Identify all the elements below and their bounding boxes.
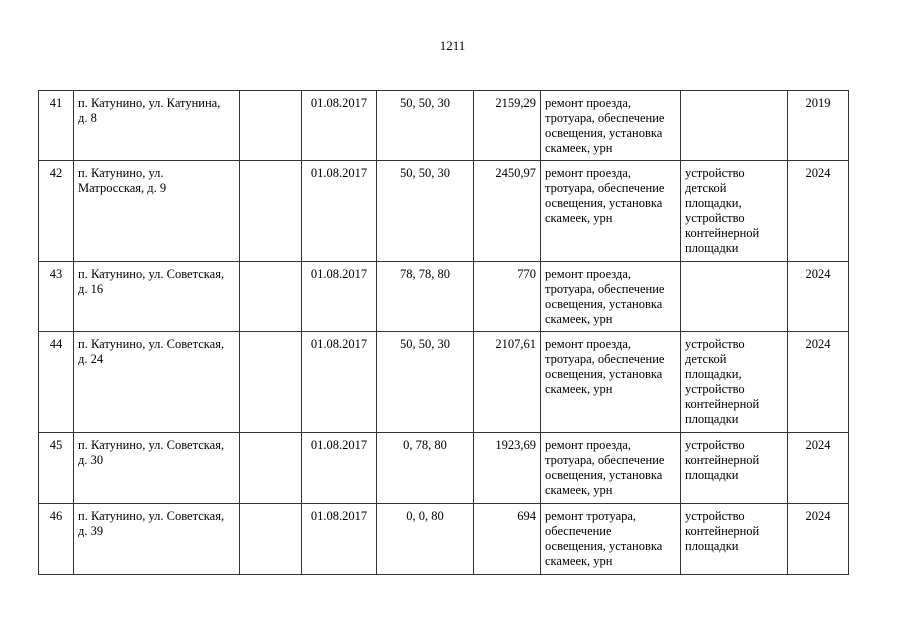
- works-cell: [541, 433, 681, 504]
- shares: 0, 0, 80: [406, 509, 444, 523]
- row-number: 42: [49, 166, 63, 180]
- area-cell: [474, 332, 541, 433]
- row-number: 43: [49, 267, 63, 281]
- area: 694: [517, 509, 536, 523]
- works-cell: [541, 91, 681, 161]
- area-cell: [474, 161, 541, 262]
- shares-cell: [377, 262, 474, 332]
- area: 2159,29: [495, 96, 536, 110]
- table-row: [39, 91, 849, 161]
- address: п. Катунино, ул. Матросская, д. 9: [78, 166, 167, 195]
- row-number-cell: [39, 504, 74, 575]
- address: п. Катунино, ул. Советская, д. 39: [78, 509, 225, 538]
- row-number-cell: [39, 91, 74, 161]
- registry-table: [38, 90, 849, 575]
- year-cell: [788, 161, 849, 262]
- shares: 50, 50, 30: [400, 337, 450, 351]
- extra-works-cell: [681, 262, 788, 332]
- works: ремонт проезда, тротуара, обеспечение освещения, установка скамеек, урн: [545, 166, 665, 225]
- works: ремонт проезда, тротуара, обеспечение освещения, установка скамеек, урн: [545, 96, 665, 155]
- address: п. Катунино, ул. Советская, д. 16: [78, 267, 225, 296]
- area: 2107,61: [495, 337, 536, 351]
- empty-cell: [240, 262, 302, 332]
- table-row: [39, 504, 849, 575]
- year-cell: [788, 332, 849, 433]
- table-row: [39, 332, 849, 433]
- shares: 78, 78, 80: [400, 267, 450, 281]
- year: 2024: [805, 337, 831, 351]
- row-number-cell: [39, 262, 74, 332]
- year: 2024: [805, 509, 831, 523]
- date: 01.08.2017: [310, 166, 368, 180]
- year-cell: [788, 433, 849, 504]
- address: п. Катунино, ул. Советская, д. 24: [78, 337, 225, 366]
- shares-cell: [377, 91, 474, 161]
- year: 2024: [805, 438, 831, 452]
- row-number-cell: [39, 161, 74, 262]
- empty-cell: [240, 332, 302, 433]
- address: п. Катунино, ул. Советская, д. 30: [78, 438, 225, 467]
- year: 2024: [805, 267, 831, 281]
- page-number: 1211: [439, 38, 466, 53]
- shares-cell: [377, 161, 474, 262]
- extra-works-cell: [681, 433, 788, 504]
- extra-works: устройство детской площадки, устройство контейнерной площадки: [685, 166, 760, 255]
- row-number: 45: [49, 438, 63, 452]
- extra-works-cell: [681, 332, 788, 433]
- row-number-cell: [39, 433, 74, 504]
- empty-cell: [240, 504, 302, 575]
- extra-works: устройство контейнерной площадки: [685, 438, 760, 482]
- table-row: [39, 161, 849, 262]
- empty-cell: [240, 91, 302, 161]
- empty-cell: [240, 433, 302, 504]
- address-cell: [74, 262, 240, 332]
- date: 01.08.2017: [310, 337, 368, 351]
- area: 2450,97: [495, 166, 536, 180]
- address-cell: [74, 433, 240, 504]
- date-cell: [302, 504, 377, 575]
- date: 01.08.2017: [310, 267, 368, 281]
- extra-works: устройство детской площадки, устройство контейнерной площадки: [685, 337, 760, 426]
- row-number: 46: [49, 509, 63, 523]
- address-cell: [74, 504, 240, 575]
- row-number: 41: [49, 96, 63, 110]
- extra-works: устройство контейнерной площадки: [685, 509, 760, 553]
- shares-cell: [377, 433, 474, 504]
- works-cell: [541, 262, 681, 332]
- address-cell: [74, 91, 240, 161]
- shares-cell: [377, 332, 474, 433]
- date-cell: [302, 262, 377, 332]
- shares: 50, 50, 30: [400, 96, 450, 110]
- area: 1923,69: [495, 438, 536, 452]
- extra-works-cell: [681, 91, 788, 161]
- table-row: [39, 433, 849, 504]
- works: ремонт проезда, тротуара, обеспечение освещения, установка скамеек, урн: [545, 337, 665, 396]
- row-number-cell: [39, 332, 74, 433]
- area: 770: [517, 267, 536, 281]
- works: ремонт тротуара, обеспечение освещения, установка скамеек, урн: [545, 509, 663, 568]
- address-cell: [74, 161, 240, 262]
- date-cell: [302, 433, 377, 504]
- shares: 50, 50, 30: [400, 166, 450, 180]
- works-cell: [541, 332, 681, 433]
- empty-cell: [240, 161, 302, 262]
- works-cell: [541, 161, 681, 262]
- area-cell: [474, 433, 541, 504]
- area-cell: [474, 504, 541, 575]
- year: 2019: [805, 96, 831, 110]
- year-cell: [788, 262, 849, 332]
- area-cell: [474, 91, 541, 161]
- date: 01.08.2017: [310, 509, 368, 523]
- shares-cell: [377, 504, 474, 575]
- year: 2024: [805, 166, 831, 180]
- date: 01.08.2017: [310, 438, 368, 452]
- address: п. Катунино, ул. Катунина, д. 8: [78, 96, 221, 125]
- address-cell: [74, 332, 240, 433]
- year-cell: [788, 504, 849, 575]
- shares: 0, 78, 80: [403, 438, 447, 452]
- table-row: [39, 262, 849, 332]
- date-cell: [302, 161, 377, 262]
- extra-works-cell: [681, 504, 788, 575]
- row-number: 44: [49, 337, 63, 351]
- table-body: [39, 91, 849, 575]
- area-cell: [474, 262, 541, 332]
- year-cell: [788, 91, 849, 161]
- extra-works-cell: [681, 161, 788, 262]
- works: ремонт проезда, тротуара, обеспечение освещения, установка скамеек, урн: [545, 438, 665, 497]
- date: 01.08.2017: [310, 96, 368, 110]
- date-cell: [302, 91, 377, 161]
- date-cell: [302, 332, 377, 433]
- works: ремонт проезда, тротуара, обеспечение освещения, установка скамеек, урн: [545, 267, 665, 326]
- works-cell: [541, 504, 681, 575]
